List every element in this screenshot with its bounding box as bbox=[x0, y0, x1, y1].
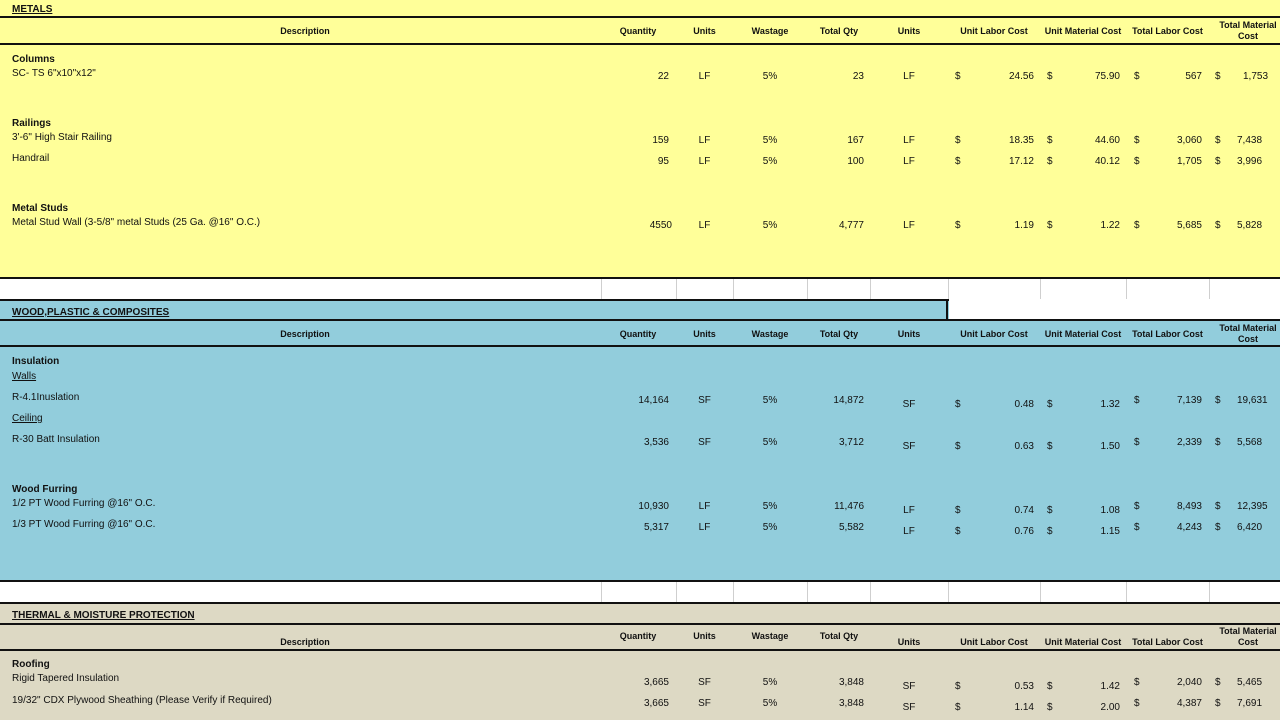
header-unit-material-cost[interactable]: Unit Material Cost bbox=[1044, 26, 1122, 36]
header-total-labor-cost[interactable]: Total Labor Cost bbox=[1132, 637, 1203, 647]
divider bbox=[0, 649, 1280, 651]
section-thermal-moisture-protection bbox=[0, 602, 1280, 720]
item-unit-labor-cost[interactable]: 0.63 bbox=[1014, 441, 1034, 452]
dollar-sign: $ bbox=[1047, 681, 1053, 692]
item-quantity[interactable]: 14,164 bbox=[638, 395, 669, 406]
item-total-labor-cost[interactable]: 7,139 bbox=[1176, 395, 1202, 406]
item-total-qty[interactable]: 5,582 bbox=[838, 522, 864, 533]
item-total-material-cost[interactable]: 6,420 bbox=[1237, 522, 1263, 533]
item-wastage[interactable]: 5% bbox=[762, 395, 778, 406]
item-total-labor-cost[interactable]: 4,387 bbox=[1176, 698, 1202, 709]
item-description[interactable]: R-4.1Inuslation bbox=[12, 392, 80, 403]
divider bbox=[0, 16, 1280, 18]
item-total-qty[interactable]: 3,848 bbox=[838, 677, 864, 688]
header-units[interactable]: Units bbox=[693, 329, 716, 339]
item-wastage[interactable]: 5% bbox=[762, 677, 778, 688]
header-total-material-line2: Cost bbox=[1238, 637, 1258, 647]
empty-row[interactable] bbox=[0, 582, 1280, 602]
item-units-2[interactable]: SF bbox=[902, 702, 916, 713]
divider bbox=[0, 43, 1280, 45]
dollar-sign: $ bbox=[1215, 220, 1221, 231]
item-total-material-cost[interactable]: 19,631 bbox=[1237, 395, 1268, 406]
dollar-sign: $ bbox=[1047, 399, 1053, 410]
header-description[interactable]: Description bbox=[280, 329, 330, 339]
item-unit-material-cost[interactable]: 40.12 bbox=[1094, 156, 1120, 167]
item-units-2[interactable]: LF bbox=[903, 135, 915, 146]
header-total-qty[interactable]: Total Qty bbox=[819, 631, 859, 641]
header-unit-labor-cost[interactable]: Unit Labor Cost bbox=[960, 329, 1028, 339]
item-quantity[interactable]: 10,930 bbox=[638, 501, 669, 512]
header-total-material-line2: Cost bbox=[1238, 31, 1258, 41]
item-total-qty[interactable]: 14,872 bbox=[833, 395, 864, 406]
item-total-qty[interactable]: 3,848 bbox=[838, 698, 864, 709]
item-total-material-cost[interactable]: 3,996 bbox=[1237, 156, 1263, 167]
item-units-2[interactable]: LF bbox=[903, 156, 915, 167]
dollar-sign: $ bbox=[1047, 71, 1053, 82]
item-quantity[interactable]: 3,536 bbox=[643, 437, 669, 448]
header-description[interactable]: Description bbox=[280, 26, 330, 36]
item-description[interactable]: Metal Stud Wall (3-5/8" metal Studs (25 Ga. @16" O.C.) bbox=[12, 217, 261, 228]
header-unit-material-cost[interactable]: Unit Material Cost bbox=[1044, 329, 1122, 339]
dollar-sign: $ bbox=[1215, 677, 1221, 688]
header-total-material-line2: Cost bbox=[1238, 334, 1258, 344]
item-wastage[interactable]: 5% bbox=[762, 437, 778, 448]
item-total-qty[interactable]: 100 bbox=[847, 156, 864, 167]
item-unit-labor-cost[interactable]: 18.35 bbox=[1008, 135, 1034, 146]
header-total-qty[interactable]: Total Qty bbox=[819, 26, 859, 36]
header-unit-labor-cost[interactable]: Unit Labor Cost bbox=[960, 637, 1028, 647]
dollar-sign: $ bbox=[955, 702, 961, 713]
header-wastage[interactable]: Wastage bbox=[751, 329, 789, 339]
header-total-material-line1: Total Material bbox=[1219, 626, 1277, 636]
section-title: THERMAL & MOISTURE PROTECTION bbox=[12, 610, 195, 621]
item-total-labor-cost[interactable]: 5,685 bbox=[1176, 220, 1202, 231]
item-units-2[interactable]: LF bbox=[903, 220, 915, 231]
dollar-sign: $ bbox=[1047, 526, 1053, 537]
item-total-labor-cost[interactable]: 8,493 bbox=[1176, 501, 1202, 512]
item-total-material-cost[interactable]: 5,465 bbox=[1237, 677, 1263, 688]
header-total-labor-cost[interactable]: Total Labor Cost bbox=[1132, 26, 1203, 36]
group-label: Insulation bbox=[12, 356, 60, 367]
item-total-qty[interactable]: 167 bbox=[847, 135, 864, 146]
item-quantity[interactable]: 95 bbox=[657, 156, 669, 167]
dollar-sign: $ bbox=[1134, 395, 1140, 406]
header-unit-labor-cost[interactable]: Unit Labor Cost bbox=[960, 26, 1028, 36]
item-unit-labor-cost[interactable]: 0.76 bbox=[1014, 526, 1034, 537]
item-units[interactable]: LF bbox=[698, 135, 711, 146]
item-unit-labor-cost[interactable]: 1.19 bbox=[1014, 220, 1034, 231]
item-description[interactable]: R-30 Batt Insulation bbox=[12, 434, 100, 445]
dollar-sign: $ bbox=[955, 399, 961, 410]
item-total-qty[interactable]: 11,476 bbox=[834, 501, 864, 512]
item-description[interactable]: SC- TS 6"x10"x12" bbox=[12, 68, 96, 79]
section-metals bbox=[0, 0, 1280, 278]
dollar-sign: $ bbox=[1134, 135, 1140, 146]
item-unit-material-cost[interactable]: 1.42 bbox=[1100, 681, 1120, 692]
item-units[interactable]: SF bbox=[698, 395, 711, 406]
subgroup-label: Walls bbox=[12, 371, 37, 382]
item-wastage[interactable]: 5% bbox=[762, 522, 778, 533]
item-total-material-cost[interactable]: 5,828 bbox=[1237, 220, 1263, 231]
divider bbox=[0, 319, 1280, 321]
divider bbox=[0, 602, 1280, 604]
dollar-sign: $ bbox=[1134, 437, 1140, 448]
item-units-2[interactable]: SF bbox=[902, 399, 916, 410]
divider bbox=[0, 623, 1280, 625]
item-total-labor-cost[interactable]: 567 bbox=[1185, 71, 1202, 82]
header-total-material-line1: Total Material bbox=[1219, 323, 1277, 333]
dollar-sign: $ bbox=[1047, 156, 1053, 167]
header-description[interactable]: Description bbox=[280, 637, 330, 647]
header-units[interactable]: Units bbox=[693, 631, 716, 641]
item-quantity[interactable]: 159 bbox=[652, 135, 669, 146]
empty-row[interactable] bbox=[0, 279, 1280, 299]
section-wood-plastic-composites bbox=[0, 299, 1280, 581]
dollar-sign: $ bbox=[1215, 437, 1221, 448]
header-total-material-cost[interactable] bbox=[1210, 626, 1280, 648]
item-wastage[interactable]: 5% bbox=[762, 501, 778, 512]
item-wastage[interactable]: 5% bbox=[762, 220, 778, 231]
item-unit-material-cost[interactable]: 44.60 bbox=[1094, 135, 1120, 146]
item-units[interactable]: LF bbox=[698, 156, 711, 167]
header-total-material-cost[interactable] bbox=[1210, 20, 1280, 42]
dollar-sign: $ bbox=[955, 681, 961, 692]
item-unit-material-cost[interactable]: 1.22 bbox=[1100, 220, 1120, 231]
item-description[interactable]: 1/2 PT Wood Furring @16" O.C. bbox=[12, 498, 156, 509]
dollar-sign: $ bbox=[1134, 677, 1140, 688]
header-wastage[interactable]: Wastage bbox=[751, 26, 789, 36]
item-units[interactable]: LF bbox=[698, 522, 711, 533]
item-wastage[interactable]: 5% bbox=[762, 156, 778, 167]
dollar-sign: $ bbox=[1047, 702, 1053, 713]
item-units[interactable]: SF bbox=[698, 677, 711, 688]
header-quantity[interactable]: Quantity bbox=[619, 631, 657, 641]
group-label: Roofing bbox=[12, 659, 50, 670]
item-total-qty[interactable]: 4,777 bbox=[838, 220, 864, 231]
item-unit-material-cost[interactable]: 2.00 bbox=[1100, 702, 1120, 713]
dollar-sign: $ bbox=[1215, 522, 1221, 533]
dollar-sign: $ bbox=[1134, 522, 1140, 533]
dollar-sign: $ bbox=[1134, 156, 1140, 167]
group-label: Metal Studs bbox=[12, 203, 69, 214]
header-unit-material-cost[interactable]: Unit Material Cost bbox=[1044, 637, 1122, 647]
item-quantity[interactable]: 5,317 bbox=[643, 522, 669, 533]
dollar-sign: $ bbox=[1215, 501, 1221, 512]
header-units-2[interactable]: Units bbox=[897, 329, 921, 339]
dollar-sign: $ bbox=[955, 441, 961, 452]
item-unit-labor-cost[interactable]: 0.48 bbox=[1014, 399, 1034, 410]
item-wastage[interactable]: 5% bbox=[762, 698, 778, 709]
item-unit-labor-cost[interactable]: 0.53 bbox=[1014, 681, 1034, 692]
item-total-material-cost[interactable]: 5,568 bbox=[1237, 437, 1263, 448]
header-quantity[interactable]: Quantity bbox=[619, 329, 657, 339]
item-description[interactable]: 1/3 PT Wood Furring @16" O.C. bbox=[12, 519, 156, 530]
group-label: Columns bbox=[12, 54, 55, 65]
header-wastage[interactable]: Wastage bbox=[751, 631, 789, 641]
dollar-sign: $ bbox=[1134, 501, 1140, 512]
item-quantity[interactable]: 22 bbox=[657, 71, 669, 82]
dollar-sign: $ bbox=[1134, 698, 1140, 709]
header-total-material-line1: Total Material bbox=[1219, 20, 1277, 30]
item-units-2[interactable]: SF bbox=[902, 681, 916, 692]
item-description[interactable]: Handrail bbox=[12, 153, 50, 164]
item-units[interactable]: LF bbox=[698, 501, 711, 512]
item-unit-material-cost[interactable]: 1.15 bbox=[1100, 526, 1120, 537]
item-total-qty[interactable]: 3,712 bbox=[838, 437, 864, 448]
dollar-sign: $ bbox=[1134, 71, 1140, 82]
section-title: METALS bbox=[12, 4, 53, 15]
item-total-qty[interactable]: 23 bbox=[852, 71, 864, 82]
item-total-material-cost[interactable]: 7,438 bbox=[1237, 135, 1263, 146]
group-label: Wood Furring bbox=[12, 484, 78, 495]
item-wastage[interactable]: 5% bbox=[762, 135, 778, 146]
item-unit-labor-cost[interactable]: 0.74 bbox=[1014, 505, 1034, 516]
header-total-material-cost[interactable] bbox=[1210, 323, 1280, 345]
item-total-labor-cost[interactable]: 2,339 bbox=[1176, 437, 1202, 448]
dollar-sign: $ bbox=[955, 71, 961, 82]
item-wastage[interactable]: 5% bbox=[762, 71, 778, 82]
header-units[interactable]: Units bbox=[693, 26, 716, 36]
item-unit-labor-cost[interactable]: 24.56 bbox=[1008, 71, 1034, 82]
title-cell-right bbox=[949, 299, 1280, 321]
item-units-2[interactable]: LF bbox=[903, 71, 915, 82]
item-total-material-cost[interactable]: 12,395 bbox=[1237, 501, 1268, 512]
item-unit-material-cost[interactable]: 1.08 bbox=[1100, 505, 1120, 516]
dollar-sign: $ bbox=[955, 220, 961, 231]
dollar-sign: $ bbox=[955, 135, 961, 146]
dollar-sign: $ bbox=[1215, 698, 1221, 709]
group-label: Railings bbox=[12, 118, 51, 129]
dollar-sign: $ bbox=[1215, 71, 1221, 82]
header-units-2[interactable]: Units bbox=[897, 26, 921, 36]
item-total-material-cost[interactable]: 1,753 bbox=[1243, 71, 1269, 82]
subgroup-label: Ceiling bbox=[12, 413, 43, 424]
item-total-labor-cost[interactable]: 1,705 bbox=[1176, 156, 1202, 167]
item-description[interactable]: 19/32" CDX Plywood Sheathing (Please Verify if Required) bbox=[12, 695, 272, 706]
item-quantity[interactable]: 3,665 bbox=[643, 698, 669, 709]
item-units-2[interactable]: SF bbox=[902, 441, 916, 452]
header-units-2[interactable]: Units bbox=[897, 637, 921, 647]
item-units[interactable]: SF bbox=[698, 698, 711, 709]
dollar-sign: $ bbox=[1215, 395, 1221, 406]
header-quantity[interactable]: Quantity bbox=[619, 26, 657, 36]
item-total-labor-cost[interactable]: 3,060 bbox=[1176, 135, 1202, 146]
dollar-sign: $ bbox=[1215, 156, 1221, 167]
dollar-sign: $ bbox=[1047, 135, 1053, 146]
item-units[interactable]: LF bbox=[698, 71, 711, 82]
dollar-sign: $ bbox=[1215, 135, 1221, 146]
item-unit-labor-cost[interactable]: 1.14 bbox=[1014, 702, 1034, 713]
dollar-sign: $ bbox=[1134, 220, 1140, 231]
item-total-material-cost[interactable]: 7,691 bbox=[1237, 698, 1263, 709]
item-units-2[interactable]: LF bbox=[903, 505, 915, 516]
item-total-labor-cost[interactable]: 4,243 bbox=[1176, 522, 1202, 533]
dollar-sign: $ bbox=[1047, 220, 1053, 231]
item-unit-material-cost[interactable]: 75.90 bbox=[1094, 71, 1120, 82]
item-unit-material-cost[interactable]: 1.50 bbox=[1100, 441, 1120, 452]
dollar-sign: $ bbox=[955, 526, 961, 537]
item-total-labor-cost[interactable]: 2,040 bbox=[1176, 677, 1202, 688]
item-units-2[interactable]: LF bbox=[903, 526, 915, 537]
item-quantity[interactable]: 3,665 bbox=[643, 677, 669, 688]
item-units[interactable]: LF bbox=[698, 220, 711, 231]
section-title: WOOD,PLASTIC & COMPOSITES bbox=[12, 307, 170, 318]
dollar-sign: $ bbox=[1047, 505, 1053, 516]
item-description[interactable]: 3'-6" High Stair Railing bbox=[12, 132, 112, 143]
item-units[interactable]: SF bbox=[698, 437, 711, 448]
dollar-sign: $ bbox=[955, 156, 961, 167]
item-description[interactable]: Rigid Tapered Insulation bbox=[12, 673, 120, 684]
dollar-sign: $ bbox=[1047, 441, 1053, 452]
dollar-sign: $ bbox=[955, 505, 961, 516]
divider bbox=[0, 345, 1280, 347]
item-quantity[interactable]: 4550 bbox=[649, 220, 672, 231]
item-unit-labor-cost[interactable]: 17.12 bbox=[1008, 156, 1034, 167]
header-total-qty[interactable]: Total Qty bbox=[819, 329, 859, 339]
item-unit-material-cost[interactable]: 1.32 bbox=[1100, 399, 1120, 410]
header-total-labor-cost[interactable]: Total Labor Cost bbox=[1132, 329, 1203, 339]
